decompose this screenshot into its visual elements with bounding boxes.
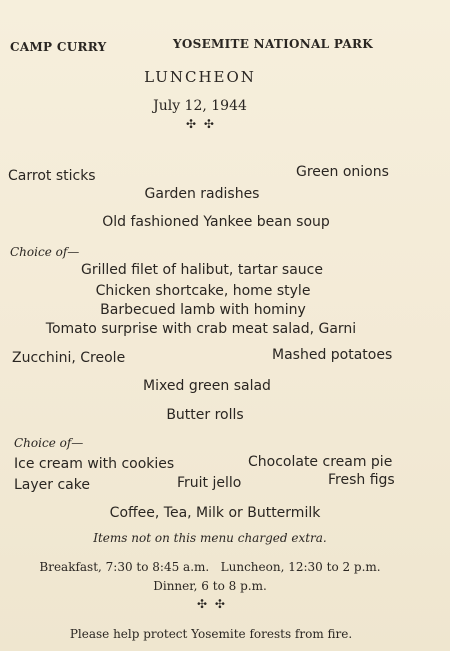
- drinks-line: Coffee, Tea, Milk or Buttermilk: [109, 505, 321, 521]
- fire-notice: Please help protect Yosemite forests from fire.: [69, 627, 353, 641]
- item-green-onions: Green onions: [296, 164, 389, 180]
- entree-item: Grilled filet of halibut, tartar sauce: [81, 262, 323, 278]
- extra-charge-note: Items not on this menu charged extra.: [93, 531, 327, 545]
- dinner-hours: Dinner, 6 to 8 p.m.: [153, 579, 267, 593]
- item-mashed-potatoes: Mashed potatoes: [272, 347, 393, 363]
- item-fruit-jello: Fruit jello: [177, 475, 242, 491]
- ornament-bottom: ✣ ✣: [197, 597, 227, 611]
- item-garden-radishes: Garden radishes: [144, 186, 260, 202]
- entree-item: Tomato surprise with crab meat salad, Garni: [45, 321, 357, 337]
- menu-date: July 12, 1944: [153, 98, 247, 114]
- item-layer-cake: Layer cake: [14, 477, 90, 493]
- camp-name: CAMP CURRY: [10, 40, 107, 54]
- item-ice-cream: Ice cream with cookies: [14, 456, 175, 472]
- meal-hours: Breakfast, 7:30 to 8:45 a.m. Luncheon, 12:30 to 2 p.m.: [39, 560, 381, 574]
- dessert-heading: Choice of—: [14, 436, 84, 450]
- entree-item: Chicken shortcake, home style: [95, 283, 311, 299]
- park-name: YOSEMITE NATIONAL PARK: [173, 37, 373, 51]
- item-fresh-figs: Fresh figs: [328, 472, 395, 488]
- item-zucchini: Zucchini, Creole: [12, 350, 126, 366]
- ornament-top: ✣ ✣: [186, 117, 216, 131]
- item-carrot-sticks: Carrot sticks: [8, 168, 96, 184]
- item-bean-soup: Old fashioned Yankee bean soup: [102, 214, 330, 230]
- meal-title: LUNCHEON: [144, 68, 256, 86]
- entree-item: Barbecued lamb with hominy: [100, 302, 306, 318]
- item-mixed-salad: Mixed green salad: [143, 378, 271, 394]
- item-butter-rolls: Butter rolls: [166, 407, 244, 423]
- item-chocolate-pie: Chocolate cream pie: [248, 454, 393, 470]
- entree-heading: Choice of—: [10, 245, 80, 259]
